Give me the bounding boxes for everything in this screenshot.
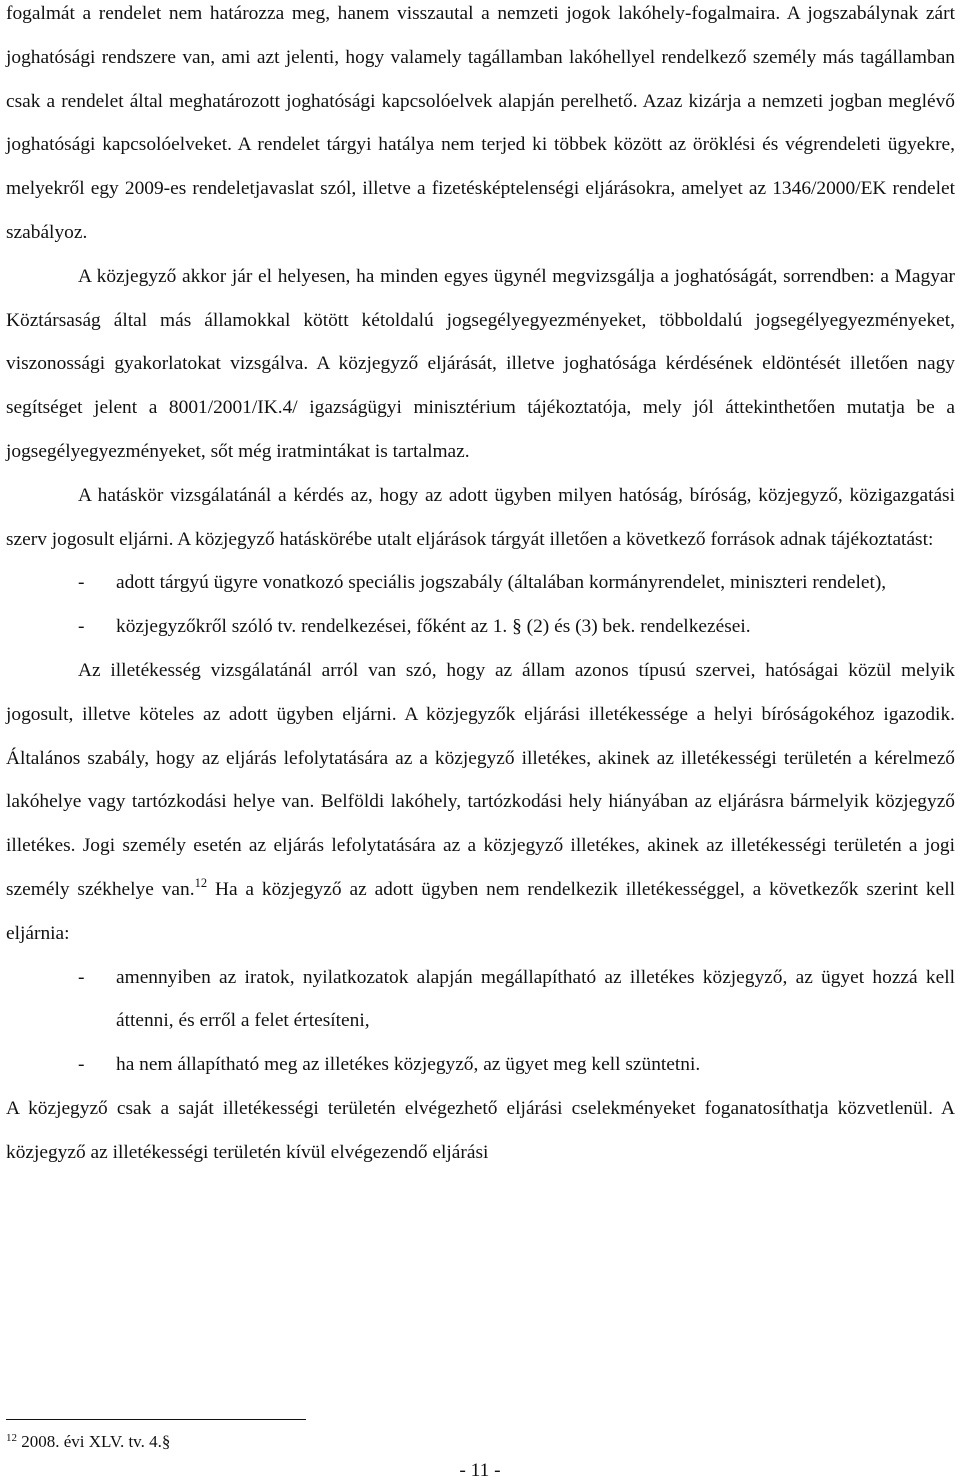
footnote-number: 12 [6, 1432, 17, 1444]
page-number: - 11 - [459, 1460, 501, 1481]
list-item-text: adott tárgyú ügyre vonatkozó speciális jogszabály (általában kormányrendelet, miniszteri rendelet), [116, 572, 887, 594]
footnote-divider [6, 1419, 306, 1420]
paragraph-5: A közjegyző csak a saját illetékességi területén elvégezhető eljárási cselekményeket foganatosíthatja közvetlenül. A közjegyző az illetékességi területén kívül elvégezendő eljárási [6, 1097, 955, 1163]
list-item [6, 605, 955, 649]
list-dash: - [78, 966, 85, 988]
footnote [6, 1431, 170, 1453]
list-dash: - [78, 1054, 85, 1076]
list-item-text: közjegyzőkről szóló tv. rendelkezései, főként az 1. § (2) és (3) bek. rendelkezései. [116, 616, 751, 638]
list-dash: - [78, 572, 85, 594]
paragraph-4-text: Az illetékesség vizsgálatánál arról van szó, hogy az állam azonos típusú szervei, hatóságai közül melyik jogosult, illetve köteles az adott ügyben eljárni. A közjegyzők eljárási illetékessége a helyi bíróságokéhoz igazodik. Általános szabály, hogy az eljárás lefolytatására az a közjegyző illetékes, akinek az illetékességi területén a kérelmező lakóhelye vagy tartózkodási helye van. Belföldi lakóhely, tartózkodási hely hiányában az eljárásra bármelyik közjegyző illetékes. Jogi személy esetén az eljárás lefolytatására az a közjegyző illetékes, akinek az illetékességi területén a jogi személy székhelye van. [6, 659, 955, 900]
paragraph-4-continuation: Ha a közjegyző az adott ügyben nem rendelkezik illetékességgel, a következők szerint kell eljárnia: [6, 878, 955, 944]
paragraph-1: fogalmát a rendelet nem határozza meg, hanem visszautal a nemzeti jogok lakóhely-fogalmaira. A jogszabálynak zárt joghatósági rendszere van, ami azt jelenti, hogy valamely tagállamban lakóhellyel rendelkező személy más tagállamban csak a rendelet által meghatározott joghatósági kapcsolóelvek alapján perelhető. Azaz kizárja a nemzeti jogban meglévő joghatósági kapcsolóelveket. A rendelet tárgyi hatálya nem terjed ki többek között az öröklési és végrendeleti ügyekre, melyekről egy 2009-es rendeletjavaslat szól, illetve a fizetésképtelenségi eljárásokra, amelyet az 1346/2000/EK rendelet szabályoz. [6, 3, 955, 243]
list-item-text: amennyiben az iratok, nyilatkozatok alapján megállapítható az illetékes közjegyző, az ügyet hozzá kell áttenni, és erről a felet értesíteni, [116, 966, 955, 1032]
paragraph-2: A közjegyző akkor jár el helyesen, ha minden egyes ügynél megvizsgálja a joghatóságát, sorrendben: a Magyar Köztársaság által más államokkal kötött kétoldalú jogsegélyegyezményeket, többoldalú jogsegélyegyezményeket, viszonossági gyakorlatokat vizsgálva. A közjegyző eljárását, illetve joghatósága kérdésének eldöntését illetően nagy segítséget jelent a 8001/2001/IK.4/ igazságügyi minisztérium tájékoztatója, mely jól áttekinthetően mutatja be a jogsegélyegyezményeket, sőt még iratmintákat is tartalmaz. [6, 265, 955, 462]
footnote-reference[interactable]: 12 [194, 875, 208, 890]
footnote-text: 2008. évi XLV. tv. 4.§ [17, 1432, 171, 1451]
paragraph-3: A hatáskör vizsgálatánál a kérdés az, hogy az adott ügyben milyen hatóság, bíróság, közjegyző, közigazgatási szerv jogosult eljárni. A közjegyző hatáskörébe utalt eljárások tárgyát illetően a következő források adnak tájékoztatást: [6, 484, 955, 550]
list-item [6, 956, 955, 1044]
procedure-list [6, 956, 955, 1087]
list-dash: - [78, 616, 85, 638]
list-item [6, 561, 955, 605]
list-item-text: ha nem állapítható meg az illetékes közjegyző, az ügyet meg kell szüntetni. [116, 1054, 701, 1076]
document-page [6, 0, 955, 1175]
sources-list [6, 561, 955, 649]
list-item [6, 1043, 955, 1087]
paragraph-4 [6, 649, 955, 956]
